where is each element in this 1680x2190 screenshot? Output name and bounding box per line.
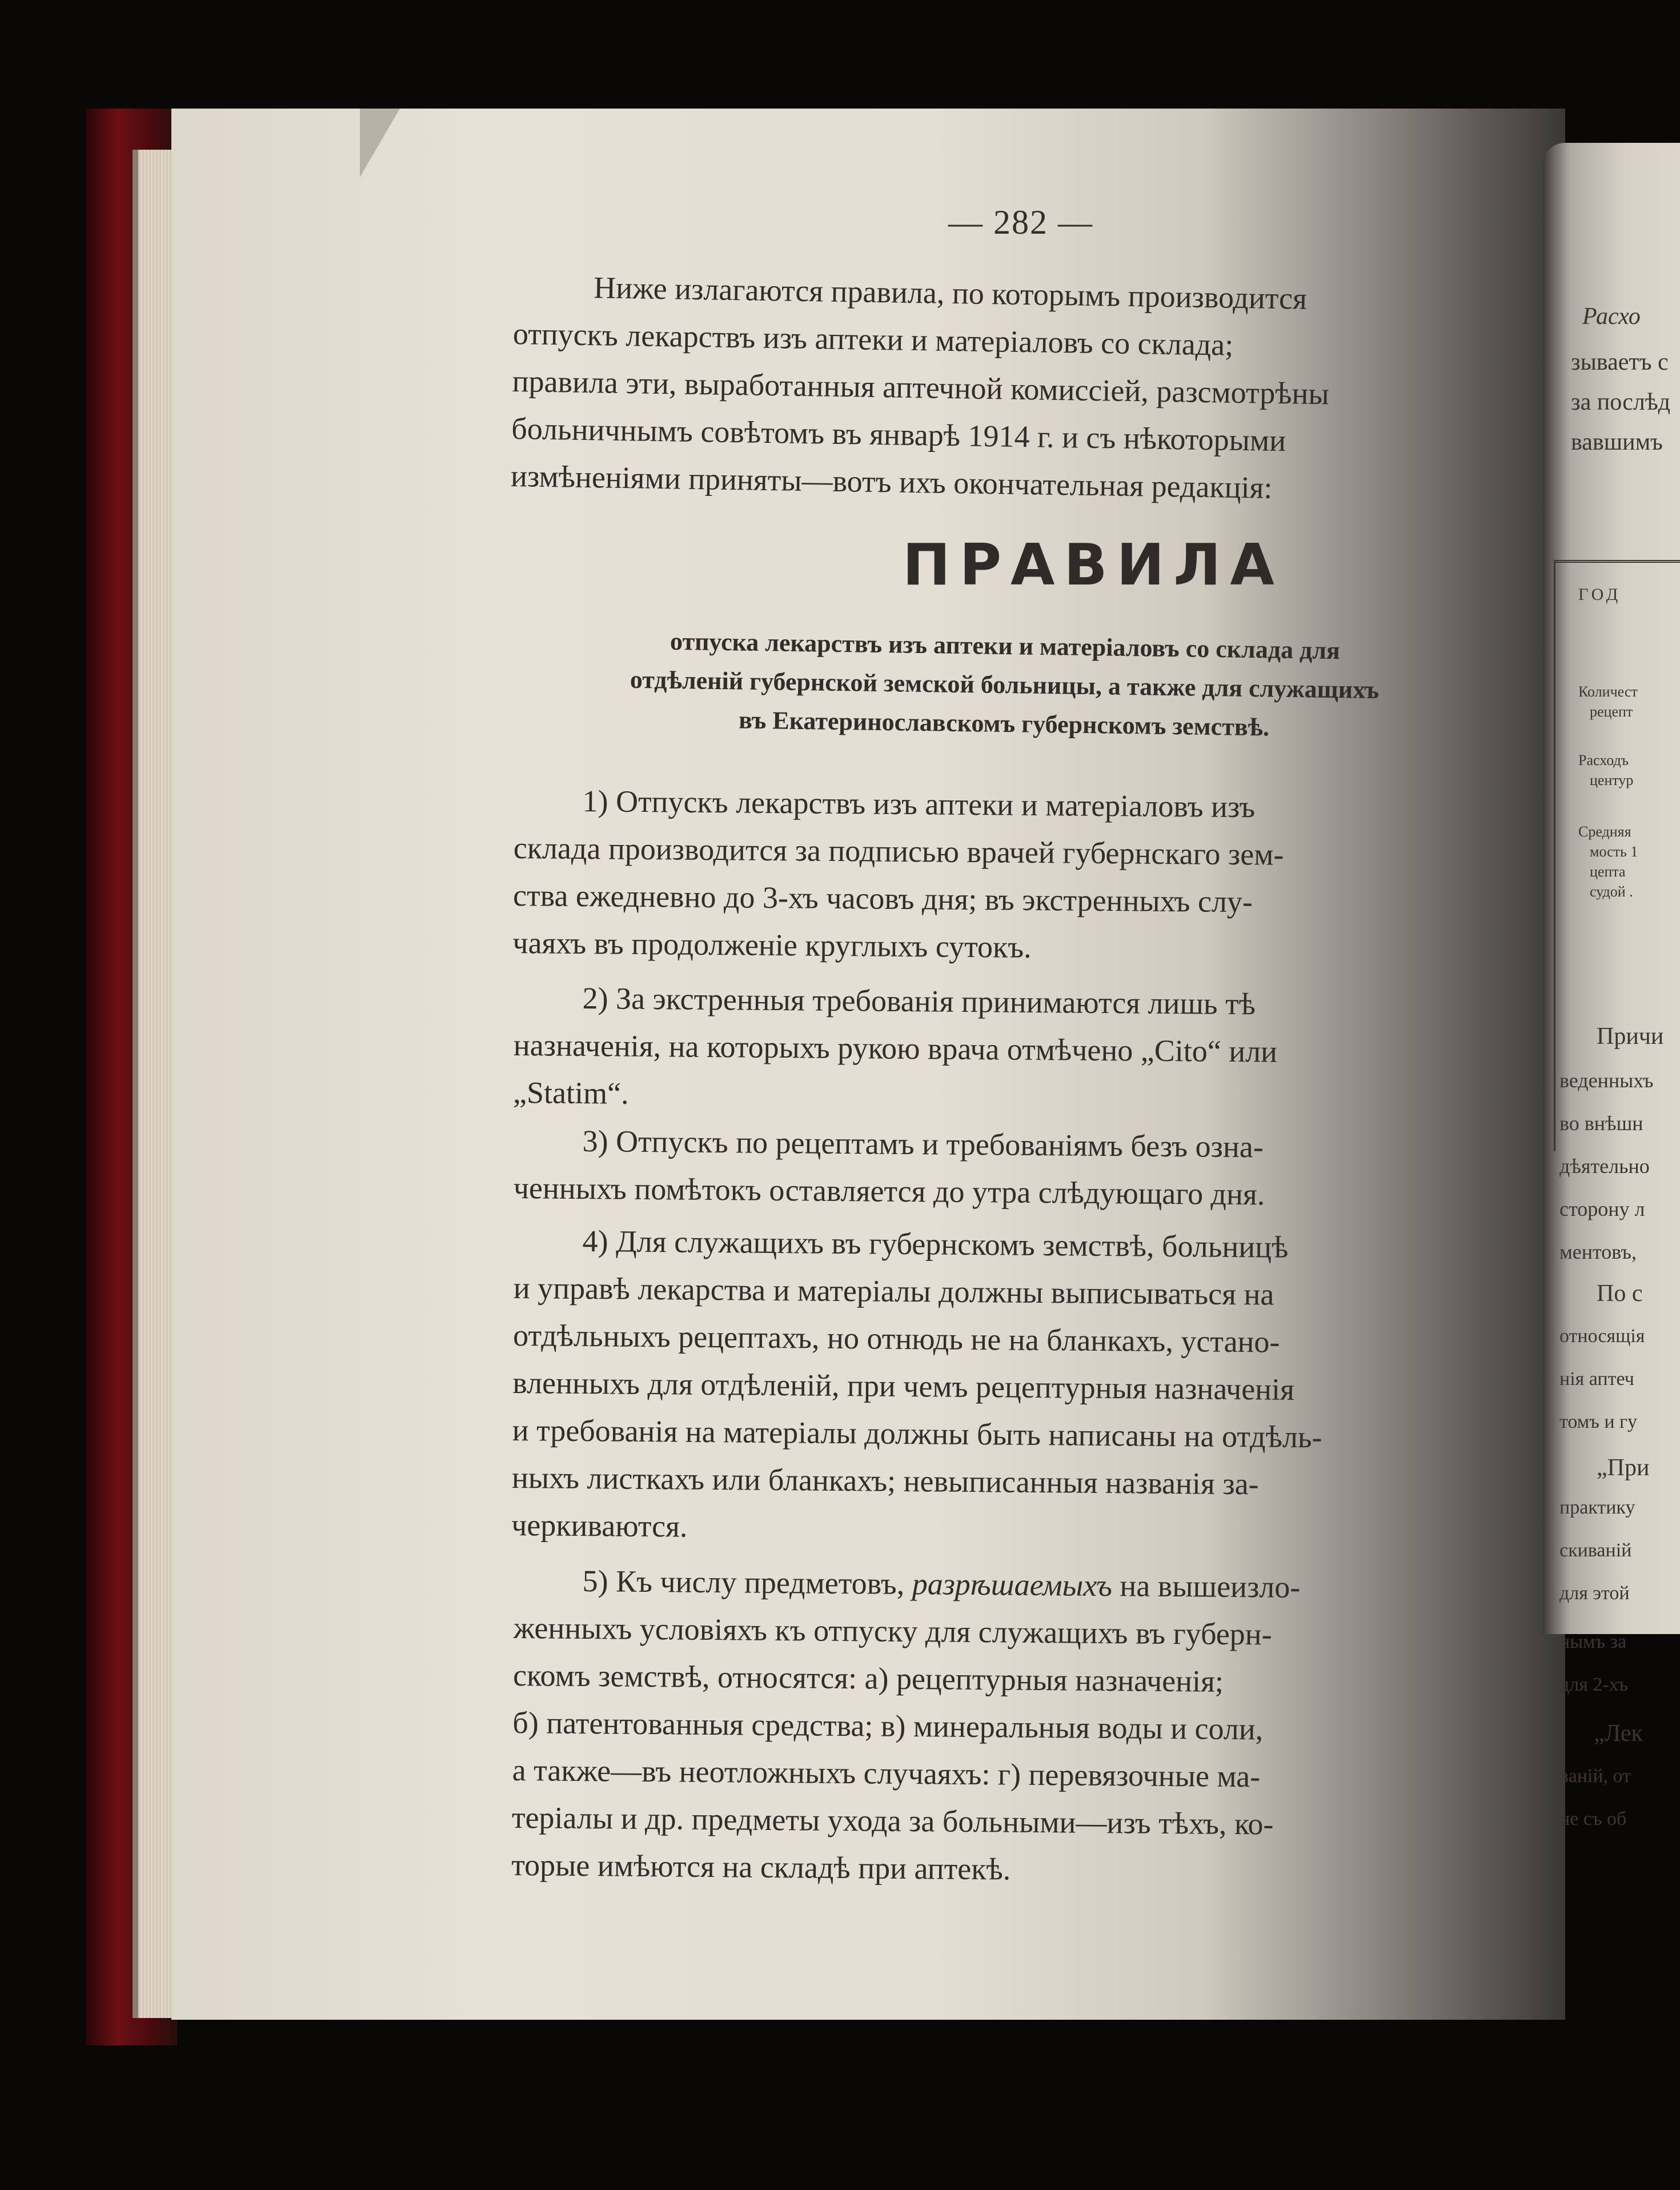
right-line: за послѣд [1571, 389, 1671, 415]
table-cell: рецепт [1590, 703, 1633, 720]
rule-line [514, 1117, 1497, 1173]
rule-item-3 [514, 1117, 1497, 1220]
right-line: во внѣшн [1559, 1112, 1643, 1135]
rule-text: Отпускъ по рецептамъ и требованіямъ безъ озна- [615, 1124, 1264, 1164]
rule-line: женныхъ условіяхъ къ отпуску для служащихъ въ губерн- [513, 1610, 1272, 1652]
rule-line: ченныхъ помѣтокъ оставляется до утра слѣдующаго дня. [513, 1170, 1265, 1212]
right-line: относящія [1559, 1326, 1645, 1347]
rule-line: отдѣльныхъ рецептахъ, но отнюдь не на бланкахъ, устано- [512, 1318, 1280, 1359]
rule-line: теріалы и др. предметы ухода за больными—изъ тѣхъ, ко- [511, 1800, 1274, 1841]
folded-corner [360, 109, 400, 177]
table-header: ГОД [1578, 585, 1622, 604]
right-line: ментовъ, [1559, 1240, 1637, 1263]
intro-line: отпускъ лекарствъ изъ аптеки и матеріаловъ со склада; [512, 316, 1234, 362]
rule-line [514, 1557, 1497, 1613]
intro-line: измѣненіями приняты—вотъ ихъ окончательная редакція: [510, 458, 1273, 505]
rule-line: и требованія на матеріалы должны быть написаны на отдѣль- [512, 1412, 1322, 1455]
right-line: нымъ за [1559, 1631, 1627, 1652]
rule-line: б) патентованныя средства; в) минеральныя воды и соли, [512, 1705, 1264, 1747]
rule-line: ства ежедневно до 3-хъ часовъ дня; въ экстренныхъ слу- [512, 878, 1253, 919]
right-line: практику [1559, 1497, 1635, 1518]
table-cell: мость 1 [1590, 843, 1638, 860]
rule-text: За экстренныя требованія принимаются лишь тѣ [615, 981, 1256, 1022]
rule-number: 5) [582, 1564, 608, 1599]
rule-line: и управѣ лекарства и матеріалы должны выписываться на [513, 1270, 1274, 1312]
emphasis-word: разрѣшаемыхъ [912, 1567, 1113, 1603]
subtitle-line: въ Екатеринославскомъ губернскомъ земствѣ. [738, 706, 1270, 742]
rule-text: Къ числу предметовъ, [615, 1564, 913, 1602]
rule-number: 4) [582, 1224, 608, 1259]
rule-line: черкиваются. [511, 1507, 688, 1544]
rule-line: склада производится за подписью врачей губернскаго зем- [513, 830, 1284, 872]
right-line: сторону л [1559, 1198, 1645, 1220]
intro-paragraph [510, 263, 1496, 515]
table-cell: Количест [1578, 683, 1638, 700]
intro-line: Ниже излагаются правила, по которымъ производится [593, 270, 1308, 316]
rule-number: 1) [582, 784, 608, 819]
rules-title: ПРАВИЛА [903, 531, 1284, 598]
right-line: для 2-хъ [1559, 1674, 1629, 1695]
rule-line [514, 1217, 1497, 1273]
right-line: не съ об [1559, 1808, 1627, 1829]
rule-item-2 [513, 974, 1497, 1125]
rule-text: Отпускъ лекарствъ изъ аптеки и матеріаловъ изъ [615, 784, 1256, 824]
right-line: нія аптеч [1559, 1368, 1634, 1390]
rule-line [514, 974, 1497, 1030]
table-cell: центур [1590, 772, 1634, 788]
right-line: „При [1597, 1455, 1650, 1481]
rules-subtitle [512, 620, 1497, 750]
rule-number: 3) [582, 1124, 608, 1159]
table-cell: цепта [1590, 863, 1626, 880]
rule-line: „Statim“. [512, 1075, 629, 1111]
rule-line: ныхъ листкахъ или бланкахъ; невыписанныя названія за- [511, 1460, 1259, 1502]
right-line: вавшимъ [1571, 429, 1663, 455]
intro-line: правила эти, выработанныя аптечной комиссіей, разсмотрѣны [512, 363, 1330, 411]
intro-line: больничнымъ совѣтомъ въ январѣ 1914 г. и съ нѣкоторыми [511, 411, 1286, 458]
right-page-table [1554, 560, 1680, 1151]
rule-line: скомъ земствѣ, относятся: а) рецептурныя назначенія; [512, 1657, 1224, 1699]
table-cell: судой . [1590, 883, 1633, 900]
rule-item-5 [511, 1557, 1497, 1897]
right-line: томъ и гу [1559, 1411, 1637, 1432]
subtitle-line: отпуска лекарствъ изъ аптеки и матеріаловъ со склада для [669, 627, 1341, 665]
rule-line: торые имѣются на складѣ при аптекѣ. [511, 1847, 1011, 1887]
rule-line [514, 777, 1497, 833]
rule-text: Для служащихъ въ губернскомъ земствѣ, больницѣ [615, 1224, 1289, 1264]
right-line: для этой [1559, 1583, 1630, 1604]
rule-item-1 [512, 777, 1497, 975]
rule-line: а также—въ неотложныхъ случаяхъ: г) перевязочные ма- [512, 1752, 1261, 1794]
right-line: скиваній [1559, 1540, 1632, 1561]
subtitle-line: отдѣленій губернской земской больницы, а также для служащихъ [630, 665, 1380, 704]
right-line: веденныхъ [1559, 1069, 1654, 1092]
right-line: ваній, от [1559, 1765, 1631, 1787]
rule-number: 2) [582, 981, 608, 1016]
right-line: По с [1597, 1280, 1643, 1307]
right-line: „Лек [1594, 1720, 1643, 1747]
rule-line: чаяхъ въ продолженіе круглыхъ сутокъ. [512, 925, 1032, 964]
rule-line: назначенія, на которыхъ рукою врача отмѣчено „Cito“ или [513, 1027, 1278, 1069]
rule-item-4 [511, 1217, 1497, 1558]
right-line: Расхо [1582, 303, 1641, 330]
page-number: — 282 — [948, 203, 1093, 241]
right-line: Причи [1597, 1023, 1664, 1050]
right-line: зываетъ с [1571, 349, 1669, 375]
rule-text: на вышеизло- [1112, 1568, 1301, 1605]
table-cell: Расходъ [1578, 752, 1629, 768]
right-line: дѣятельно [1559, 1155, 1650, 1178]
rule-line: вленныхъ для отдѣленій, при чемъ рецептурныя назначенія [512, 1365, 1295, 1407]
right-page [1542, 143, 1680, 1634]
table-cell: Средняя [1578, 823, 1631, 840]
